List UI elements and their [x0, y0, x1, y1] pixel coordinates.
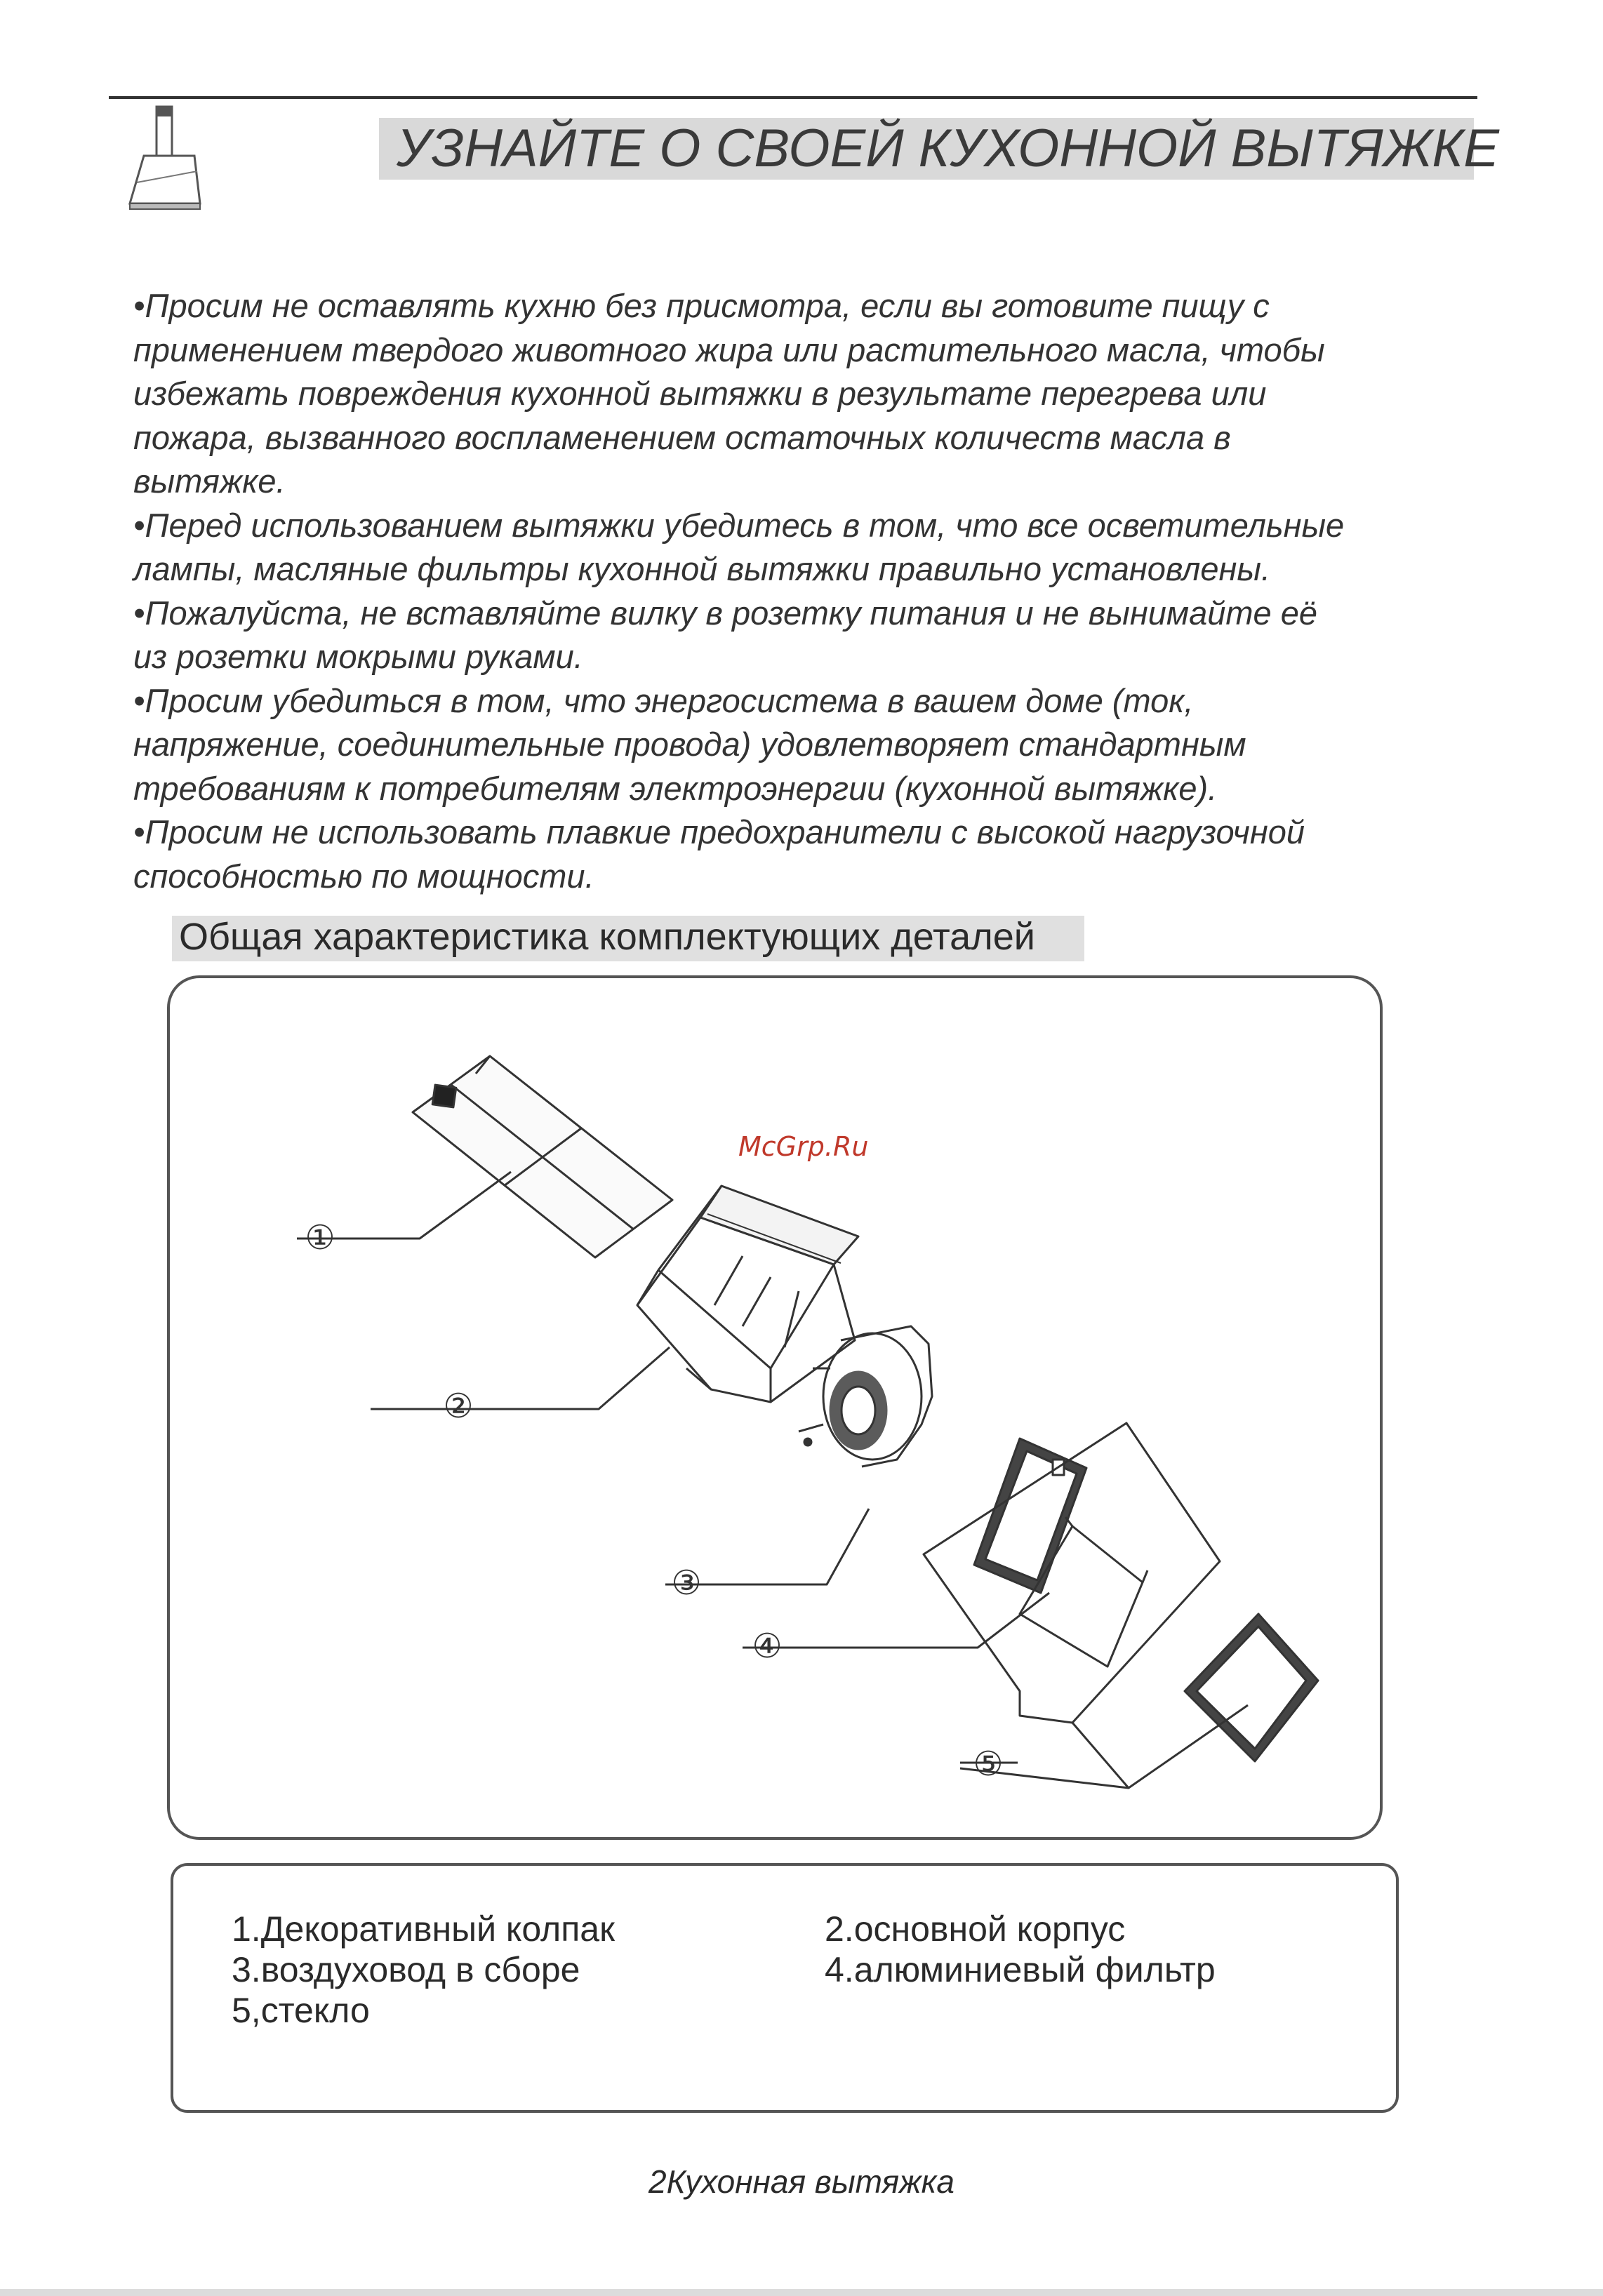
warning-list — [133, 284, 1509, 898]
section-title: Общая характеристика комплектующих деталей — [179, 916, 1035, 958]
main-body-drawing — [637, 1186, 858, 1402]
callout-1: ① — [305, 1218, 335, 1257]
exploded-parts-diagram — [167, 975, 1383, 1840]
legend-item-2: 2.основной корпус — [825, 1909, 1126, 1949]
warning-line: •Просим не использовать плавкие предохранители с высокой нагрузочной — [133, 813, 1305, 850]
legend-item-4: 4.алюминиевый фильтр — [825, 1950, 1216, 1989]
warning-line: напряжение, соединительные провода) удовлетворяет стандартным — [133, 726, 1246, 763]
callout-4: ④ — [752, 1627, 783, 1666]
warning-line: избежать повреждения кухонной вытяжки в результате перегрева или — [133, 375, 1267, 412]
callout-5: ⑤ — [973, 1744, 1004, 1784]
warning-line: •Просим убедиться в том, что энергосистема в вашем доме (ток, — [133, 681, 1194, 719]
warning-line: лампы, масляные фильтры кухонной вытяжки правильно установлены. — [133, 550, 1271, 587]
warning-line: пожара, вызванного воспламенением остаточных количеств масла в — [133, 418, 1231, 456]
warning-line: •Просим не оставлять кухню без присмотра, если вы готовите пищу с — [133, 287, 1270, 324]
header-rule — [109, 96, 1477, 99]
warning-line: вытяжке. — [133, 462, 286, 500]
callout-2: ② — [443, 1387, 474, 1426]
page-footer: 2Кухонная вытяжка — [648, 2163, 955, 2200]
watermark: McGrp.Ru — [738, 1131, 869, 1162]
legend-item-5: 5,стекло — [232, 1991, 370, 2030]
warning-line: способностью по мощности. — [133, 857, 594, 895]
legend-item-3: 3.воздуховод в сборе — [232, 1950, 580, 1989]
warning-line: •Перед использованием вытяжки убедитесь в том, что все осветительные — [133, 506, 1345, 544]
page-title: УЗНАЙТЕ О СВОЕЙ КУХОННОЙ ВЫТЯЖКЕ — [397, 119, 1499, 178]
glass-panel-drawing — [924, 1423, 1318, 1761]
blower-assembly-drawing — [799, 1326, 932, 1467]
warning-line: требованиям к потребителям электроэнергии (кухонной вытяжке). — [133, 769, 1218, 807]
leader-lines — [167, 975, 670, 1840]
decorative-cover-drawing — [413, 1056, 672, 1257]
range-hood-icon — [116, 105, 214, 218]
legend-item-1: 1.Декоративный колпак — [232, 1909, 615, 1949]
warning-line: применением твердого животного жира или растительного масла, чтобы — [133, 331, 1325, 368]
bottom-strip — [0, 2289, 1603, 2296]
aluminium-filter-drawing — [974, 1439, 1086, 1593]
warning-line: из розетки мокрыми руками. — [133, 638, 583, 675]
callout-3: ③ — [671, 1563, 702, 1603]
warning-line: •Пожалуйста, не вставляйте вилку в розетку питания и не вынимайте её — [133, 594, 1317, 632]
